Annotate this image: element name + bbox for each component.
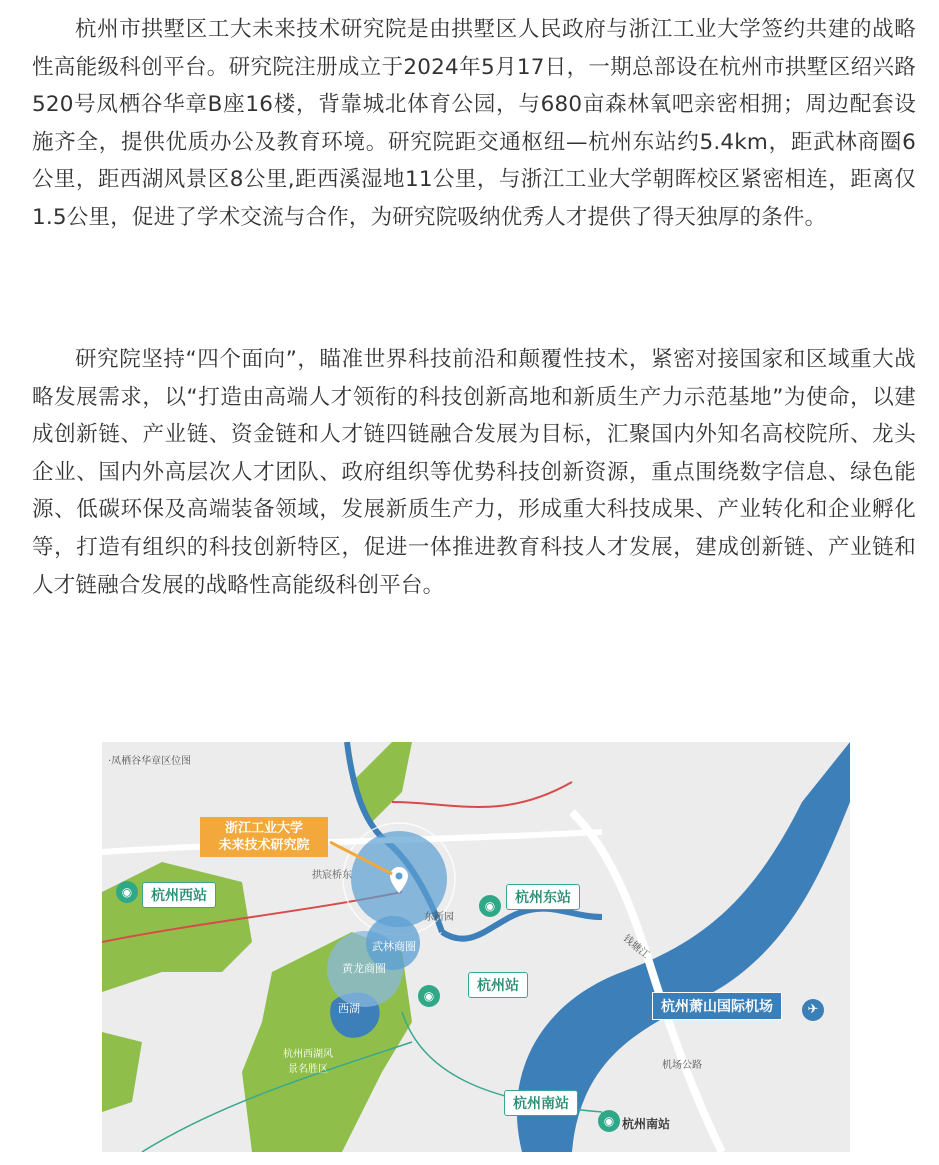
gongchenqiao-label: 拱宸桥东 [312,870,352,881]
east-station-tag: 杭州东站 [506,884,580,910]
map-caption: ·凤栖谷华章区位图 [108,756,192,767]
rail-icon-south: ◉ [598,1110,620,1132]
west-station-tag: 杭州西站 [142,882,216,908]
airport-road-label: 机场公路 [662,1060,702,1071]
south-station-tag: 杭州南站 [504,1090,578,1116]
airport-tag: 杭州萧山国际机场 [652,992,782,1020]
rail-icon-hz: ◉ [418,985,440,1007]
plane-icon: ✈ [802,999,824,1021]
institute-callout [200,817,328,857]
huanglong-label: 黄龙商圈 [342,962,386,975]
map-graphic [102,742,850,1152]
location-map [102,742,850,1152]
south-station-label: 杭州南站 [622,1117,671,1131]
qiantang-label: 钱塘江 [620,933,651,961]
wulin-label: 武林商圈 [372,940,416,953]
scenic-label: 杭州西湖风景名胜区 [283,1049,333,1075]
mission-paragraph: 研究院坚持“四个面向”，瞄准世界科技前沿和颠覆性技术，紧密对接国家和区域重大战略发展需求，以“打造由高端人才领衔的科技创新高地和新质生产力示范基地”为使命，以建成创新链、产业链、资金链和人才链四链融合发展为目标，汇聚国内外知名高校院所、龙头企业、国内外高层次人才团队、政府组织等优势科技创新资源，重点围绕数字信息、绿色能源、低碳环保及高端装备领域，发展新质生产力，形成重大科技成果、产业转化和企业孵化等，打造有组织的科技创新特区，促进一体推进教育科技人才发展，建成创新链、产业链和人才链融合发展的战略性高能级科创平台。 [32,347,916,598]
intro-paragraph: 杭州市拱墅区工大未来技术研究院是由拱墅区人民政府与浙江工业大学签约共建的战略性高能级科创平台。研究院注册成立于2024年5月17日，一期总部设在杭州市拱墅区绍兴路520号凤栖谷华章B座16楼，背靠城北体育公园，与680亩森林氧吧亲密相拥；周边配套设施齐全，提供优质办公及教育环境。研究院距交通枢纽—杭州东站约5.4km，距武林商圈6公里，距西湖风景区8公里,距西溪湿地11公里，与浙江工业大学朝晖校区紧密相连，距离仅1.5公里，促进了学术交流与合作，为研究院吸纳优秀人才提供了得天独厚的条件。 [32,17,916,230]
institute-line1: 浙江工业大学 [224,821,303,836]
dongxinyuan-label: 东新园 [424,912,454,923]
west-lake-label: 西湖 [338,1002,360,1015]
rail-icon-east: ◉ [479,895,501,917]
hz-station-tag: 杭州站 [468,972,528,998]
rail-icon-west: ◉ [116,881,138,903]
institute-line2: 未来技术研究院 [218,838,310,853]
